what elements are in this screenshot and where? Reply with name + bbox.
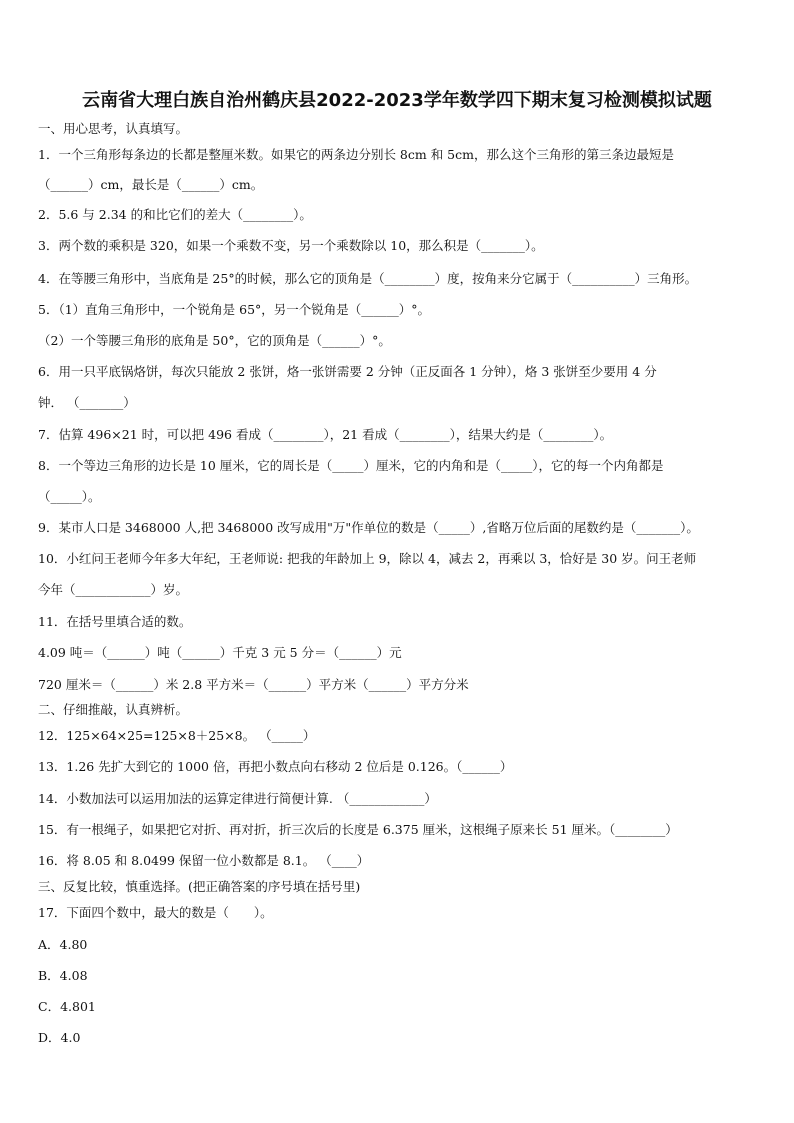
page-title: 云南省大理白族自治州鹤庆县2022-2023学年数学四下期末复习检测模拟试题 <box>82 90 712 111</box>
option-b: B．4.08 <box>38 968 88 983</box>
question-4: 4．在等腰三角形中，当底角是 25°的时候，那么它的顶角是（________）度，按角来分它属于（__________）三角形。 <box>38 271 698 286</box>
question-3: 3．两个数的乘积是 320，如果一个乘数不变，另一个乘数除以 10，那么积是（_______）。 <box>38 238 544 253</box>
question-13: 13．1.26 先扩大到它的 1000 倍，再把小数点向右移动 2 位后是 0.126。（______） <box>38 759 513 774</box>
question-12: 12．125×64×25=125×8＋25×8。 （_____） <box>38 728 316 743</box>
question-6-line-1: 6．用一只平底锅烙饼，每次只能放 2 张饼，烙一张饼需要 2 分钟（正反面各 1 分钟），烙 3 张饼至少要用 4 分 <box>38 364 657 379</box>
question-14: 14．小数加法可以运用加法的运算定律进行简便计算. （____________） <box>38 791 437 806</box>
question-2: 2．5.6 与 2.34 的和比它们的差大（________）。 <box>38 207 312 222</box>
question-7: 7．估算 496×21 时，可以把 496 看成（________），21 看成（________），结果大约是（________）。 <box>38 427 613 442</box>
question-9: 9．某市人口是 3468000 人,把 3468000 改写成用"万"作单位的数是（_____）,省略万位后面的尾数约是（_______）。 <box>38 520 699 535</box>
question-15: 15．有一根绳子，如果把它对折、再对折，折三次后的长度是 6.375 厘米，这根绳子原来长 51 厘米。（________） <box>38 822 678 837</box>
question-5-part-2: （2）一个等腰三角形的底角是 50°，它的顶角是（______）°。 <box>38 333 391 348</box>
option-d: D．4.0 <box>38 1030 81 1045</box>
question-8-line-1: 8．一个等边三角形的边长是 10 厘米，它的周长是（_____）厘米，它的内角和是（_____），它的每一个内角都是 <box>38 458 664 473</box>
question-1-line-1: 1．一个三角形每条边的长都是整厘米数。如果它的两条边分别长 8cm 和 5cm，那么这个三角形的第三条边最短是 <box>38 147 674 162</box>
question-11-row-2: 720 厘米＝（______）米 2.8 平方米＝（______）平方米（______）平方分米 <box>38 677 469 692</box>
section-heading-multiple-choice: 三、反复比较，慎重选择。(把正确答案的序号填在括号里) <box>38 879 361 894</box>
question-11-row-1: 4.09 吨＝（______）吨（______）千克 3 元 5 分＝（______）元 <box>38 645 402 660</box>
question-8-line-2: （_____）。 <box>38 489 101 504</box>
question-5-part-1: 5．（1）直角三角形中，一个锐角是 65°，另一个锐角是（______）°。 <box>38 302 431 317</box>
option-c: C．4.801 <box>38 999 96 1014</box>
option-a: A．4.80 <box>38 937 88 952</box>
question-10-line-1: 10．小红问王老师今年多大年纪，王老师说: 把我的年龄加上 9，除以 4，减去 2，再乘以 3，恰好是 30 岁。问王老师 <box>38 551 697 566</box>
question-16: 16．将 8.05 和 8.0499 保留一位小数都是 8.1。 （____） <box>38 853 370 868</box>
question-1-line-2: （______）cm，最长是（______）cm。 <box>38 177 264 192</box>
question-17: 17．下面四个数中，最大的数是（ ）。 <box>38 905 273 920</box>
section-heading-true-false: 二、仔细推敲，认真辨析。 <box>38 702 189 717</box>
question-10-line-2: 今年（____________）岁。 <box>38 582 189 597</box>
question-6-line-2: 钟． （_______） <box>38 395 136 410</box>
section-heading-fill-in: 一、用心思考，认真填写。 <box>38 121 189 136</box>
question-11: 11．在括号里填合适的数。 <box>38 614 192 629</box>
